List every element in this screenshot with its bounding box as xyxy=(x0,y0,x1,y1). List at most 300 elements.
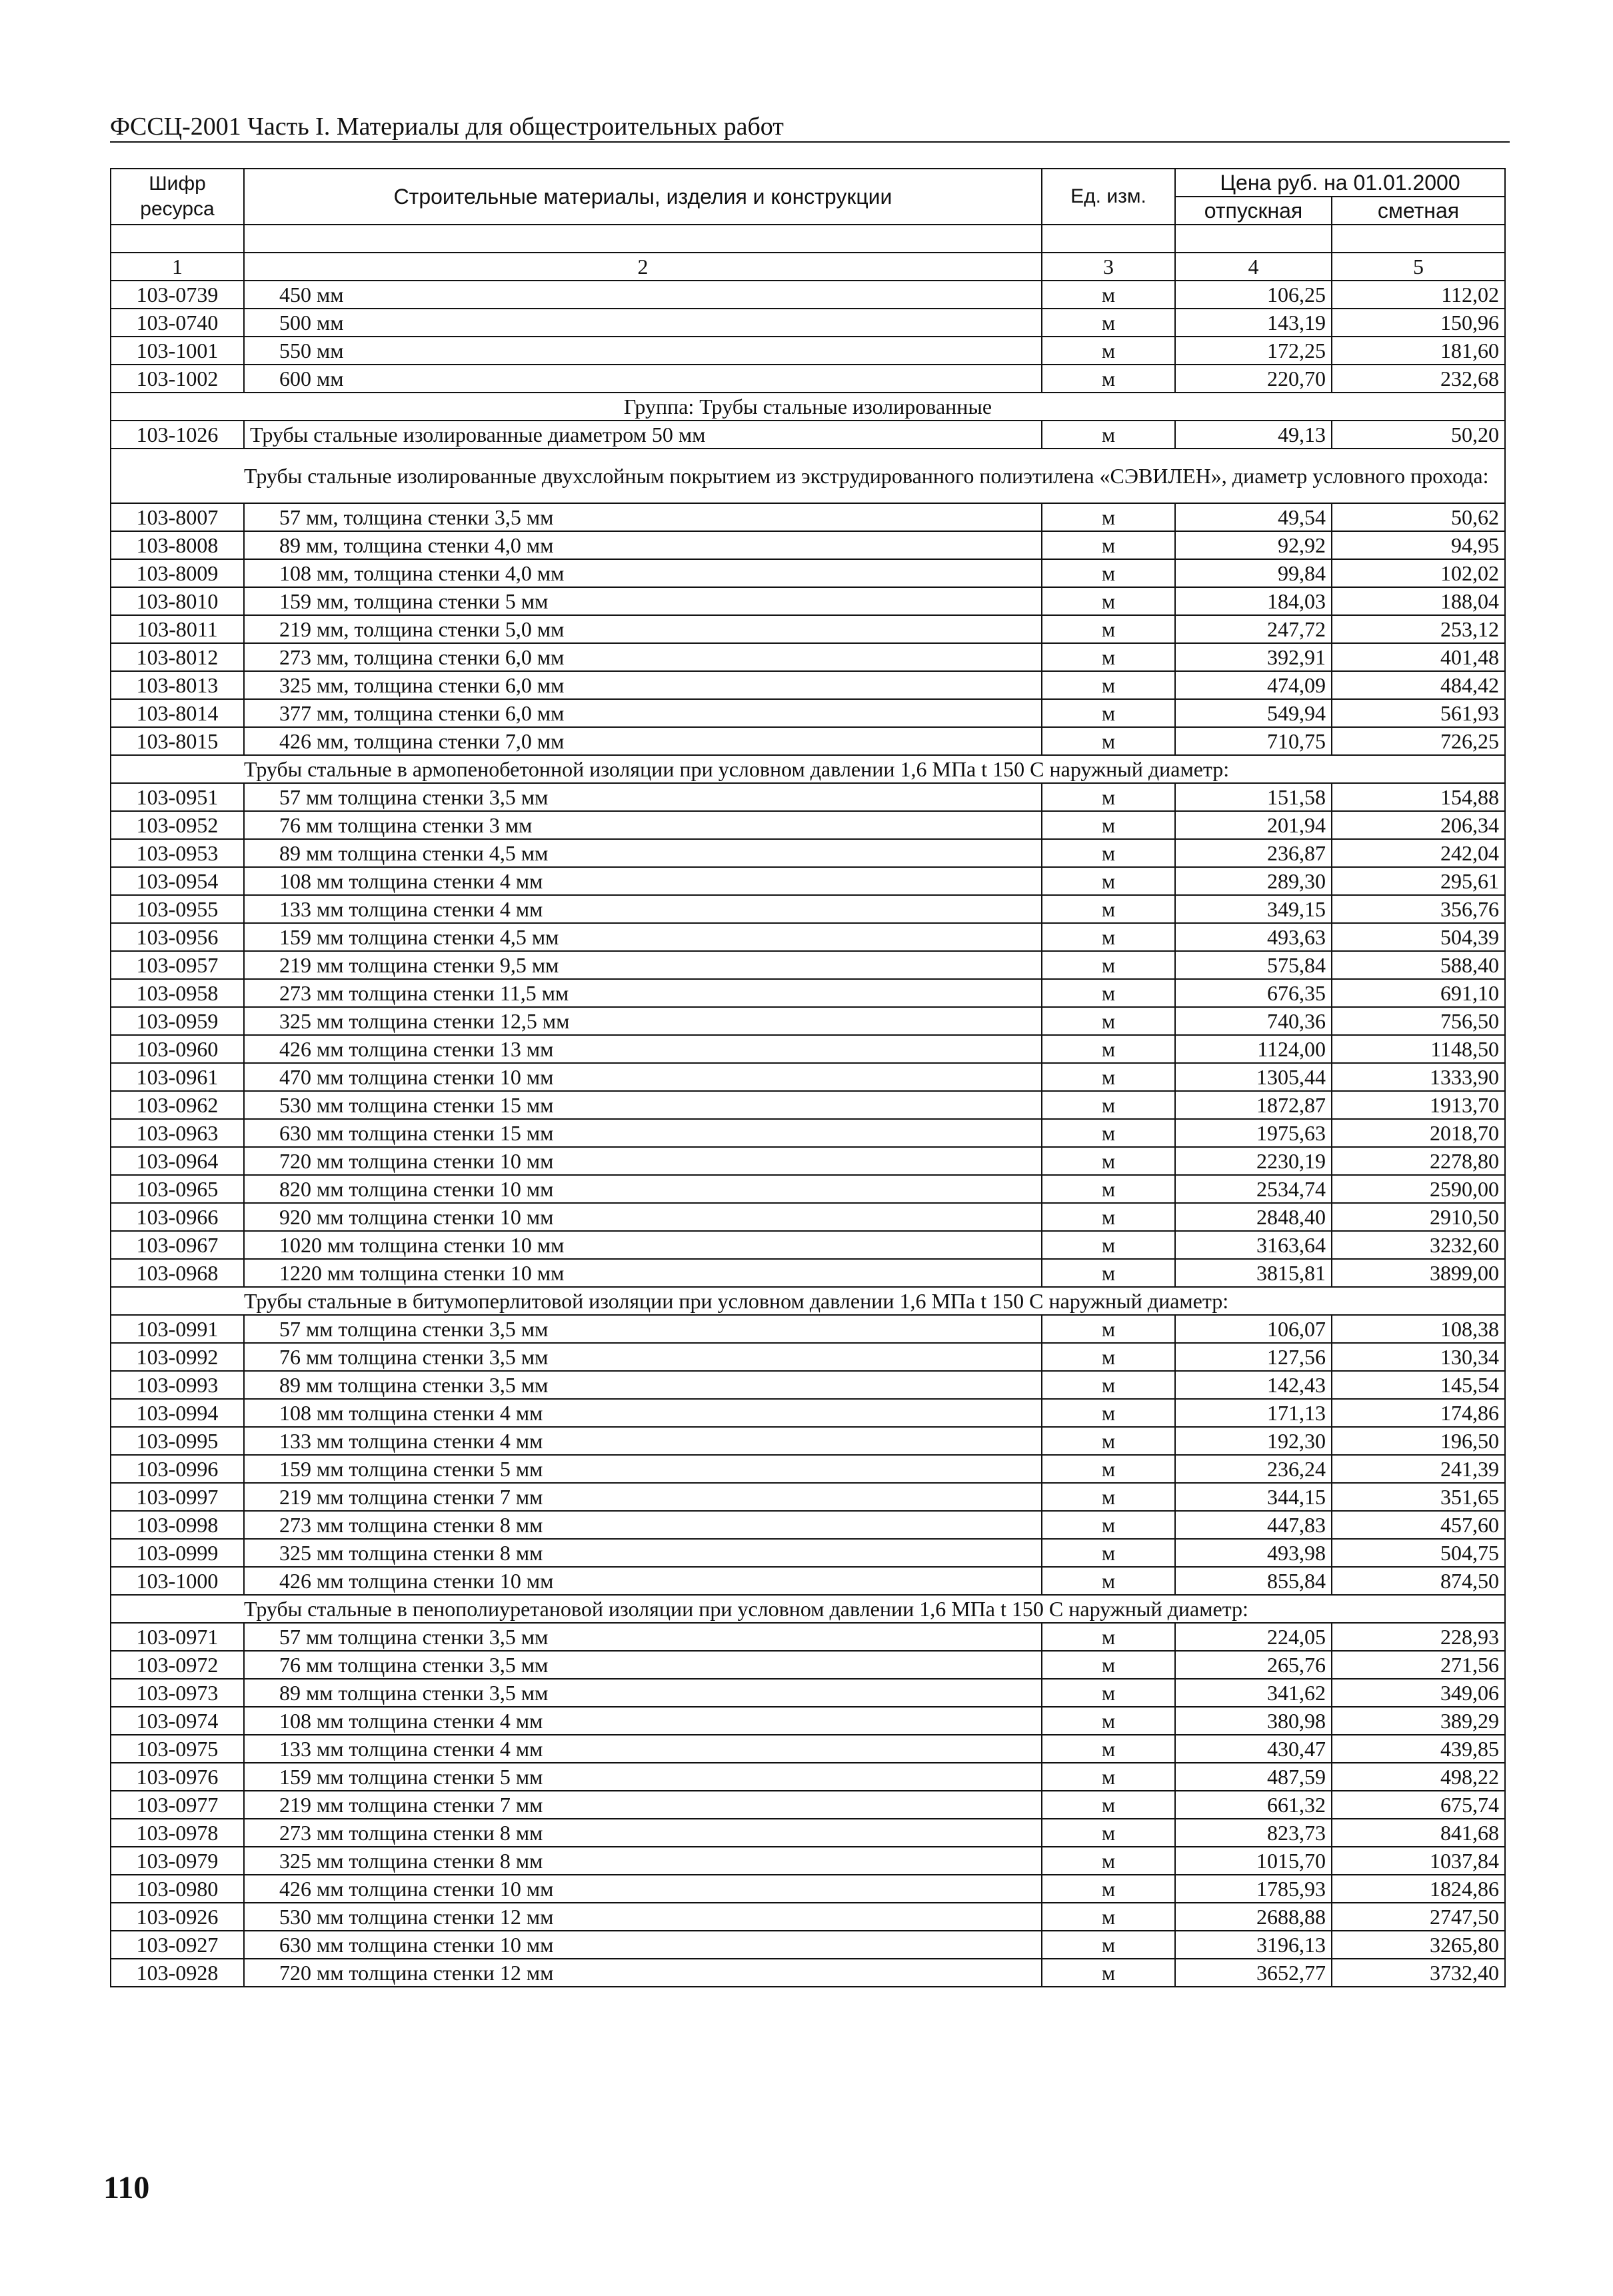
table-row xyxy=(111,1007,1505,1035)
price-estimate: 206,34 xyxy=(1332,811,1505,839)
unit: м xyxy=(1042,783,1175,811)
table-row xyxy=(111,1623,1505,1651)
table-row xyxy=(111,337,1505,365)
price-estimate: 3232,60 xyxy=(1332,1231,1505,1259)
unit: м xyxy=(1042,1931,1175,1959)
resource-code: 103-0973 xyxy=(111,1679,244,1707)
unit: м xyxy=(1042,1259,1175,1287)
unit: м xyxy=(1042,281,1175,309)
unit: м xyxy=(1042,1875,1175,1903)
resource-code: 103-0975 xyxy=(111,1735,244,1763)
price-estimate: 50,62 xyxy=(1332,503,1505,531)
price-estimate: 2018,70 xyxy=(1332,1119,1505,1147)
price-release: 2230,19 xyxy=(1175,1147,1332,1175)
table-row xyxy=(111,1035,1505,1063)
price-estimate: 874,50 xyxy=(1332,1567,1505,1595)
unit: м xyxy=(1042,643,1175,671)
price-release: 192,30 xyxy=(1175,1427,1332,1455)
price-estimate: 188,04 xyxy=(1332,587,1505,615)
price-estimate: 242,04 xyxy=(1332,839,1505,867)
price-estimate: 2747,50 xyxy=(1332,1903,1505,1931)
price-release: 1872,87 xyxy=(1175,1091,1332,1119)
unit: м xyxy=(1042,951,1175,979)
price-release: 487,59 xyxy=(1175,1763,1332,1791)
resource-code: 103-0991 xyxy=(111,1315,244,1343)
group-header-row xyxy=(111,393,1505,421)
resource-code: 103-0928 xyxy=(111,1959,244,1987)
unit: м xyxy=(1042,1231,1175,1259)
price-release: 855,84 xyxy=(1175,1567,1332,1595)
unit: м xyxy=(1042,1623,1175,1651)
resource-code: 103-0959 xyxy=(111,1007,244,1035)
table-row xyxy=(111,727,1505,755)
price-estimate: 112,02 xyxy=(1332,281,1505,309)
material-name: 1220 мм толщина стенки 10 мм xyxy=(244,1259,1042,1287)
table-row xyxy=(111,1819,1505,1847)
material-name: 159 мм толщина стенки 4,5 мм xyxy=(244,923,1042,951)
unit: м xyxy=(1042,1567,1175,1595)
price-release: 349,15 xyxy=(1175,895,1332,923)
price-release: 2688,88 xyxy=(1175,1903,1332,1931)
material-name: 325 мм толщина стенки 8 мм xyxy=(244,1847,1042,1875)
resource-code: 103-8014 xyxy=(111,699,244,727)
table-row xyxy=(111,895,1505,923)
subgroup-header: Трубы стальные изолированные двухслойным покрытием из экструдированного полиэтилена «СЭВИЛЕН», диаметр условного прохода: xyxy=(244,449,1505,503)
price-release: 575,84 xyxy=(1175,951,1332,979)
page-header-title: ФССЦ-2001 Часть I. Материалы для общестроительных работ xyxy=(110,113,784,141)
resource-code: 103-0957 xyxy=(111,951,244,979)
col-number: 4 xyxy=(1175,253,1332,281)
unit: м xyxy=(1042,1511,1175,1539)
resource-code: 103-0977 xyxy=(111,1791,244,1819)
unit: м xyxy=(1042,1763,1175,1791)
price-estimate: 145,54 xyxy=(1332,1371,1505,1399)
price-release: 2848,40 xyxy=(1175,1203,1332,1231)
price-estimate: 154,88 xyxy=(1332,783,1505,811)
material-name: 219 мм толщина стенки 7 мм xyxy=(244,1791,1042,1819)
price-estimate: 498,22 xyxy=(1332,1763,1505,1791)
table-row xyxy=(111,1483,1505,1511)
material-name: 550 мм xyxy=(244,337,1042,365)
price-estimate: 504,75 xyxy=(1332,1539,1505,1567)
table-row xyxy=(111,531,1505,559)
material-name: 530 мм толщина стенки 15 мм xyxy=(244,1091,1042,1119)
unit: м xyxy=(1042,1147,1175,1175)
header-rule xyxy=(110,141,1510,143)
unit: м xyxy=(1042,503,1175,531)
material-name: 89 мм толщина стенки 4,5 мм xyxy=(244,839,1042,867)
material-name: Трубы стальные изолированные диаметром 50 мм xyxy=(244,421,1042,449)
resource-code: 103-8007 xyxy=(111,503,244,531)
unit: м xyxy=(1042,615,1175,643)
resource-code: 103-0978 xyxy=(111,1819,244,1847)
price-release: 3652,77 xyxy=(1175,1959,1332,1987)
price-estimate: 756,50 xyxy=(1332,1007,1505,1035)
resource-code: 103-0953 xyxy=(111,839,244,867)
price-release: 2534,74 xyxy=(1175,1175,1332,1203)
resource-code: 103-0958 xyxy=(111,979,244,1007)
price-release: 1015,70 xyxy=(1175,1847,1332,1875)
table-row xyxy=(111,1455,1505,1483)
price-estimate: 351,65 xyxy=(1332,1483,1505,1511)
unit: м xyxy=(1042,1427,1175,1455)
table-row xyxy=(111,839,1505,867)
table-row xyxy=(111,867,1505,895)
col-header-code-label: Шифр ресурса xyxy=(140,173,215,220)
table-row xyxy=(111,643,1505,671)
unit: м xyxy=(1042,1203,1175,1231)
price-release: 99,84 xyxy=(1175,559,1332,587)
unit: м xyxy=(1042,1455,1175,1483)
table-row xyxy=(111,587,1505,615)
price-estimate: 401,48 xyxy=(1332,643,1505,671)
unit: м xyxy=(1042,1035,1175,1063)
unit: м xyxy=(1042,1399,1175,1427)
resource-code: 103-0955 xyxy=(111,895,244,923)
price-release: 224,05 xyxy=(1175,1623,1332,1651)
price-release: 3815,81 xyxy=(1175,1259,1332,1287)
unit: м xyxy=(1042,923,1175,951)
material-name: 159 мм толщина стенки 5 мм xyxy=(244,1763,1042,1791)
unit: м xyxy=(1042,1903,1175,1931)
price-release: 172,25 xyxy=(1175,337,1332,365)
price-estimate: 130,34 xyxy=(1332,1343,1505,1371)
price-estimate: 561,93 xyxy=(1332,699,1505,727)
resource-code: 103-0954 xyxy=(111,867,244,895)
unit: м xyxy=(1042,1819,1175,1847)
price-estimate: 232,68 xyxy=(1332,365,1505,393)
unit: м xyxy=(1042,671,1175,699)
material-name: 108 мм толщина стенки 4 мм xyxy=(244,1399,1042,1427)
material-name: 377 мм, толщина стенки 6,0 мм xyxy=(244,699,1042,727)
material-name: 108 мм толщина стенки 4 мм xyxy=(244,1707,1042,1735)
material-name: 426 мм, толщина стенки 7,0 мм xyxy=(244,727,1042,755)
unit: м xyxy=(1042,1091,1175,1119)
unit: м xyxy=(1042,1371,1175,1399)
unit: м xyxy=(1042,1791,1175,1819)
col-number: 5 xyxy=(1332,253,1505,281)
subgroup-header-row xyxy=(111,755,1505,783)
resource-code: 103-0964 xyxy=(111,1147,244,1175)
col-header-name: Строительные материалы, изделия и конструкции xyxy=(244,169,1042,225)
material-name: 108 мм толщина стенки 4 мм xyxy=(244,867,1042,895)
unit: м xyxy=(1042,1679,1175,1707)
price-estimate: 1333,90 xyxy=(1332,1063,1505,1091)
col-header-price: Цена руб. на 01.01.2000 xyxy=(1175,169,1505,197)
resource-code: 103-0966 xyxy=(111,1203,244,1231)
material-name: 57 мм толщина стенки 3,5 мм xyxy=(244,1315,1042,1343)
price-release: 289,30 xyxy=(1175,867,1332,895)
resource-code: 103-0996 xyxy=(111,1455,244,1483)
price-estimate: 389,29 xyxy=(1332,1707,1505,1735)
price-estimate: 457,60 xyxy=(1332,1511,1505,1539)
price-release: 493,98 xyxy=(1175,1539,1332,1567)
price-release: 380,98 xyxy=(1175,1707,1332,1735)
material-name: 426 мм толщина стенки 10 мм xyxy=(244,1567,1042,1595)
price-release: 220,70 xyxy=(1175,365,1332,393)
price-release: 143,19 xyxy=(1175,309,1332,337)
price-estimate: 3732,40 xyxy=(1332,1959,1505,1987)
resource-code: 103-0963 xyxy=(111,1119,244,1147)
resource-code: 103-0976 xyxy=(111,1763,244,1791)
table-row xyxy=(111,421,1505,449)
resource-code: 103-0967 xyxy=(111,1231,244,1259)
resource-code: 103-0998 xyxy=(111,1511,244,1539)
table-row xyxy=(111,1791,1505,1819)
price-release: 740,36 xyxy=(1175,1007,1332,1035)
price-estimate: 94,95 xyxy=(1332,531,1505,559)
material-name: 89 мм толщина стенки 3,5 мм xyxy=(244,1371,1042,1399)
price-release: 106,25 xyxy=(1175,281,1332,309)
price-estimate: 484,42 xyxy=(1332,671,1505,699)
material-name: 720 мм толщина стенки 10 мм xyxy=(244,1147,1042,1175)
material-name: 133 мм толщина стенки 4 мм xyxy=(244,1735,1042,1763)
material-name: 159 мм, толщина стенки 5 мм xyxy=(244,587,1042,615)
unit: м xyxy=(1042,1539,1175,1567)
price-release: 184,03 xyxy=(1175,587,1332,615)
price-estimate: 1824,86 xyxy=(1332,1875,1505,1903)
material-name: 450 мм xyxy=(244,281,1042,309)
material-name: 273 мм толщина стенки 8 мм xyxy=(244,1819,1042,1847)
resource-code: 103-0994 xyxy=(111,1399,244,1427)
col-header-unit xyxy=(1042,169,1175,225)
unit: м xyxy=(1042,1175,1175,1203)
table-row xyxy=(111,1539,1505,1567)
resource-code: 103-0997 xyxy=(111,1483,244,1511)
price-release: 171,13 xyxy=(1175,1399,1332,1427)
material-name: 76 мм толщина стенки 3,5 мм xyxy=(244,1343,1042,1371)
material-name: 530 мм толщина стенки 12 мм xyxy=(244,1903,1042,1931)
price-estimate: 691,10 xyxy=(1332,979,1505,1007)
price-estimate: 349,06 xyxy=(1332,1679,1505,1707)
material-name: 720 мм толщина стенки 12 мм xyxy=(244,1959,1042,1987)
table-row xyxy=(111,1651,1505,1679)
price-estimate: 174,86 xyxy=(1332,1399,1505,1427)
resource-code: 103-0739 xyxy=(111,281,244,309)
price-release: 493,63 xyxy=(1175,923,1332,951)
resource-code: 103-1002 xyxy=(111,365,244,393)
unit: м xyxy=(1042,1959,1175,1987)
price-estimate: 675,74 xyxy=(1332,1791,1505,1819)
material-name: 500 мм xyxy=(244,309,1042,337)
table-row xyxy=(111,1847,1505,1875)
price-release: 447,83 xyxy=(1175,1511,1332,1539)
price-release: 474,09 xyxy=(1175,671,1332,699)
subgroup-header: Трубы стальные в пенополиуретановой изоляции при условном давлении 1,6 МПа t 150 С наружный диаметр: xyxy=(244,1595,1505,1623)
resource-code: 103-0960 xyxy=(111,1035,244,1063)
unit: м xyxy=(1042,587,1175,615)
price-estimate: 102,02 xyxy=(1332,559,1505,587)
resource-code: 103-8010 xyxy=(111,587,244,615)
price-estimate: 588,40 xyxy=(1332,951,1505,979)
unit: м xyxy=(1042,559,1175,587)
unit: м xyxy=(1042,337,1175,365)
resource-code: 103-1001 xyxy=(111,337,244,365)
table-row xyxy=(111,811,1505,839)
table-row xyxy=(111,1063,1505,1091)
price-estimate: 726,25 xyxy=(1332,727,1505,755)
price-release: 247,72 xyxy=(1175,615,1332,643)
subgroup-header-row xyxy=(111,1287,1505,1315)
table-row xyxy=(111,1315,1505,1343)
resource-code: 103-8013 xyxy=(111,671,244,699)
resource-code: 103-0974 xyxy=(111,1707,244,1735)
price-estimate: 2910,50 xyxy=(1332,1203,1505,1231)
price-release: 92,92 xyxy=(1175,531,1332,559)
price-release: 341,62 xyxy=(1175,1679,1332,1707)
price-release: 151,58 xyxy=(1175,783,1332,811)
table-row xyxy=(111,615,1505,643)
table-row xyxy=(111,1735,1505,1763)
resource-code: 103-8011 xyxy=(111,615,244,643)
price-estimate: 150,96 xyxy=(1332,309,1505,337)
table-row xyxy=(111,559,1505,587)
material-name: 108 мм, толщина стенки 4,0 мм xyxy=(244,559,1042,587)
unit: м xyxy=(1042,1707,1175,1735)
col-header-unit-label: Ед. изм. xyxy=(1070,185,1146,207)
material-name: 219 мм толщина стенки 9,5 мм xyxy=(244,951,1042,979)
price-release: 49,54 xyxy=(1175,503,1332,531)
price-release: 236,87 xyxy=(1175,839,1332,867)
unit: м xyxy=(1042,1315,1175,1343)
price-estimate: 504,39 xyxy=(1332,923,1505,951)
resource-code: 103-0965 xyxy=(111,1175,244,1203)
col-header-price-release: отпускная xyxy=(1175,197,1332,225)
resource-code: 103-0993 xyxy=(111,1371,244,1399)
resource-code: 103-0961 xyxy=(111,1063,244,1091)
resource-code: 103-0972 xyxy=(111,1651,244,1679)
unit: м xyxy=(1042,1483,1175,1511)
unit: м xyxy=(1042,1063,1175,1091)
material-name: 820 мм толщина стенки 10 мм xyxy=(244,1175,1042,1203)
unit: м xyxy=(1042,1343,1175,1371)
price-table xyxy=(110,168,1506,1987)
table-row xyxy=(111,1175,1505,1203)
table-row xyxy=(111,1427,1505,1455)
resource-code: 103-0979 xyxy=(111,1847,244,1875)
table-row xyxy=(111,699,1505,727)
price-release: 710,75 xyxy=(1175,727,1332,755)
unit: м xyxy=(1042,895,1175,923)
unit: м xyxy=(1042,309,1175,337)
subgroup-header-row xyxy=(111,1595,1505,1623)
table-row xyxy=(111,1231,1505,1259)
header-spacer xyxy=(111,225,1505,253)
table-row xyxy=(111,1567,1505,1595)
price-release: 3163,64 xyxy=(1175,1231,1332,1259)
col-number: 2 xyxy=(244,253,1042,281)
price-release: 430,47 xyxy=(1175,1735,1332,1763)
unit: м xyxy=(1042,811,1175,839)
price-release: 344,15 xyxy=(1175,1483,1332,1511)
material-name: 89 мм, толщина стенки 4,0 мм xyxy=(244,531,1042,559)
unit: м xyxy=(1042,1735,1175,1763)
price-release: 3196,13 xyxy=(1175,1931,1332,1959)
resource-code: 103-0952 xyxy=(111,811,244,839)
price-release: 236,24 xyxy=(1175,1455,1332,1483)
material-name: 600 мм xyxy=(244,365,1042,393)
price-estimate: 253,12 xyxy=(1332,615,1505,643)
material-name: 273 мм толщина стенки 11,5 мм xyxy=(244,979,1042,1007)
price-release: 823,73 xyxy=(1175,1819,1332,1847)
table-row xyxy=(111,1763,1505,1791)
resource-code: 103-8009 xyxy=(111,559,244,587)
price-estimate: 2278,80 xyxy=(1332,1147,1505,1175)
page-number: 110 xyxy=(103,2170,150,2205)
table-row xyxy=(111,1147,1505,1175)
resource-code: 103-0927 xyxy=(111,1931,244,1959)
price-estimate: 1913,70 xyxy=(1332,1091,1505,1119)
table-header-row xyxy=(111,169,1505,197)
material-name: 426 мм толщина стенки 13 мм xyxy=(244,1035,1042,1063)
table-row xyxy=(111,979,1505,1007)
price-estimate: 181,60 xyxy=(1332,337,1505,365)
table-row xyxy=(111,503,1505,531)
price-release: 1975,63 xyxy=(1175,1119,1332,1147)
resource-code: 103-0971 xyxy=(111,1623,244,1651)
resource-code: 103-0992 xyxy=(111,1343,244,1371)
price-estimate: 50,20 xyxy=(1332,421,1505,449)
unit: м xyxy=(1042,727,1175,755)
table-row xyxy=(111,365,1505,393)
resource-code: 103-8012 xyxy=(111,643,244,671)
table-row xyxy=(111,951,1505,979)
resource-code: 103-0926 xyxy=(111,1903,244,1931)
price-estimate: 241,39 xyxy=(1332,1455,1505,1483)
table-row xyxy=(111,1203,1505,1231)
unit: м xyxy=(1042,1651,1175,1679)
price-release: 1124,00 xyxy=(1175,1035,1332,1063)
price-estimate: 295,61 xyxy=(1332,867,1505,895)
table-row xyxy=(111,1119,1505,1147)
material-name: 325 мм, толщина стенки 6,0 мм xyxy=(244,671,1042,699)
unit: м xyxy=(1042,365,1175,393)
price-release: 127,56 xyxy=(1175,1343,1332,1371)
resource-code: 103-0951 xyxy=(111,783,244,811)
col-number: 3 xyxy=(1042,253,1175,281)
unit: м xyxy=(1042,1119,1175,1147)
group-title: Группа: Трубы стальные изолированные xyxy=(111,393,1505,421)
unit: м xyxy=(1042,839,1175,867)
column-number-row xyxy=(111,253,1505,281)
table-row xyxy=(111,671,1505,699)
unit: м xyxy=(1042,421,1175,449)
col-header-price-estimate: сметная xyxy=(1332,197,1505,225)
unit: м xyxy=(1042,867,1175,895)
table-row xyxy=(111,1875,1505,1903)
table-row xyxy=(111,309,1505,337)
resource-code: 103-1000 xyxy=(111,1567,244,1595)
table-row xyxy=(111,1259,1505,1287)
material-name: 426 мм толщина стенки 10 мм xyxy=(244,1875,1042,1903)
resource-code: 103-0999 xyxy=(111,1539,244,1567)
material-name: 325 мм толщина стенки 12,5 мм xyxy=(244,1007,1042,1035)
price-estimate: 1148,50 xyxy=(1332,1035,1505,1063)
material-name: 630 мм толщина стенки 15 мм xyxy=(244,1119,1042,1147)
material-name: 159 мм толщина стенки 5 мм xyxy=(244,1455,1042,1483)
price-release: 1785,93 xyxy=(1175,1875,1332,1903)
material-name: 219 мм толщина стенки 7 мм xyxy=(244,1483,1042,1511)
material-name: 273 мм, толщина стенки 6,0 мм xyxy=(244,643,1042,671)
price-release: 49,13 xyxy=(1175,421,1332,449)
material-name: 470 мм толщина стенки 10 мм xyxy=(244,1063,1042,1091)
col-header-code xyxy=(111,169,244,225)
table-row xyxy=(111,1091,1505,1119)
table-row xyxy=(111,1931,1505,1959)
table-row xyxy=(111,281,1505,309)
subgroup-header: Трубы стальные в битумоперлитовой изоляции при условном давлении 1,6 МПа t 150 С наружный диаметр: xyxy=(244,1287,1505,1315)
price-estimate: 196,50 xyxy=(1332,1427,1505,1455)
